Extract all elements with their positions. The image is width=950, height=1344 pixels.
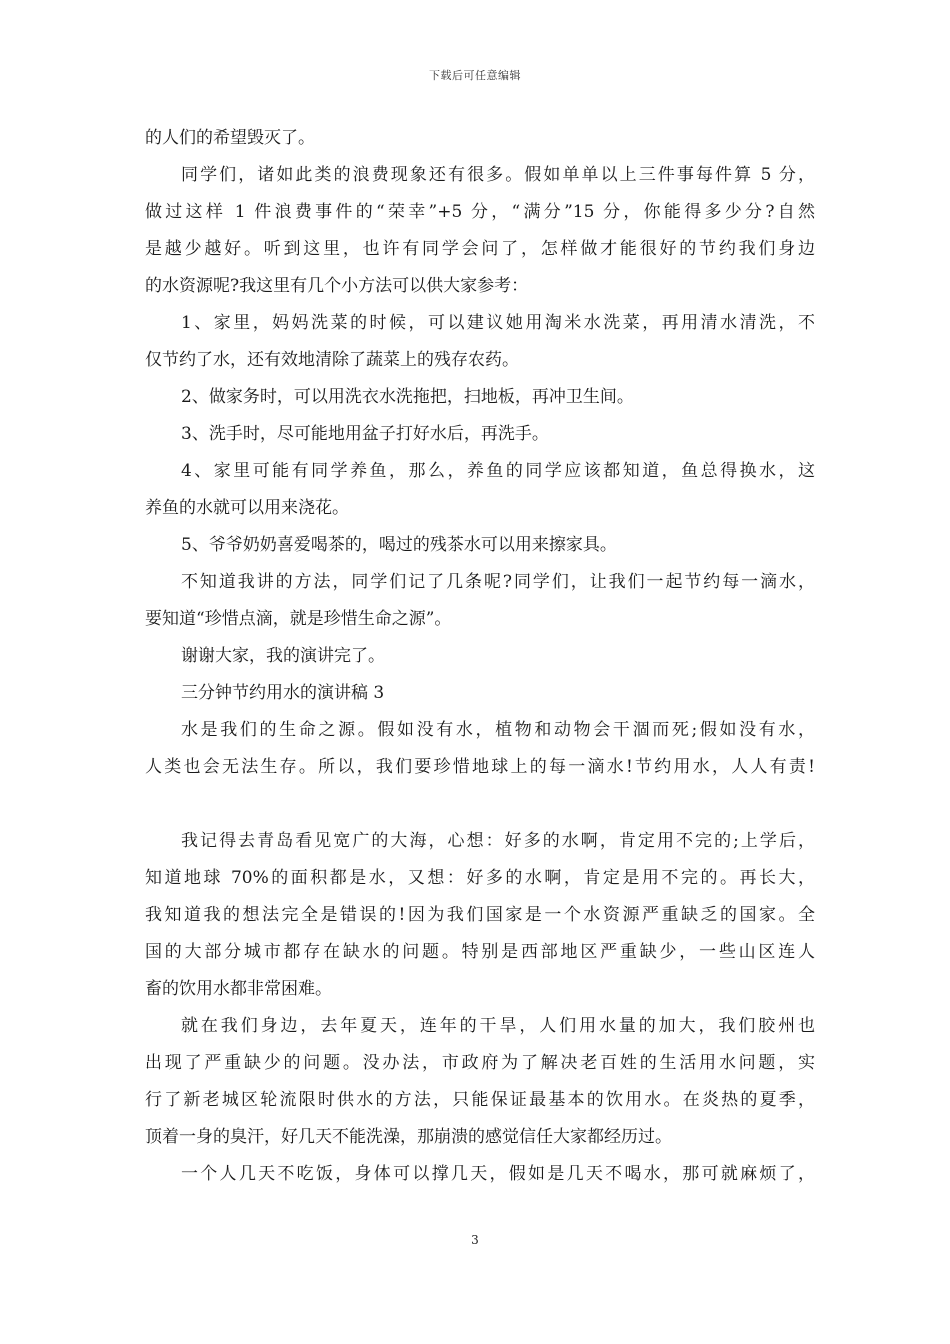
text-line: 谢谢大家，我的演讲完了。 <box>181 646 385 666</box>
text-line: 国的大部分城市都存在缺水的问题。特别是西部地区严重缺少，一些山区连人 <box>145 942 815 962</box>
page-number: 3 <box>471 1233 479 1247</box>
text-line: 一个人几天不吃饭，身体可以撑几天，假如是几天不喝水，那可就麻烦了， <box>181 1164 815 1184</box>
text-line: 要知道“珍惜点滴，就是珍惜生命之源”。 <box>145 609 452 629</box>
text-line: 4、家里可能有同学养鱼，那么，养鱼的同学应该都知道，鱼总得换水，这 <box>181 461 815 481</box>
text-line: 是越少越好。听到这里，也许有同学会问了，怎样做才能很好的节约我们身边 <box>145 239 815 259</box>
text-line: 我记得去青岛看见宽广的大海，心想：好多的水啊，肯定用不完的;上学后， <box>181 831 815 851</box>
text-line: 顶着一身的臭汗，好几天不能洗澡，那崩溃的感觉信任大家都经历过。 <box>145 1127 672 1147</box>
text-line: 人类也会无法生存。所以，我们要珍惜地球上的每一滴水!节约用水，人人有责! <box>145 757 815 777</box>
text-line: 3、洗手时，尽可能地用盆子打好水后，再洗手。 <box>181 424 549 444</box>
text-line: 我知道我的想法完全是错误的!因为我们国家是一个水资源严重缺乏的国家。全 <box>145 905 815 925</box>
text-line: 的水资源呢?我这里有几个小方法可以供大家参考： <box>145 276 529 296</box>
text-line: 不知道我讲的方法，同学们记了几条呢?同学们，让我们一起节约每一滴水， <box>181 572 815 592</box>
text-line: 就在我们身边，去年夏天，连年的干旱，人们用水量的加大，我们胶州也 <box>181 1016 815 1036</box>
text-line: 知道地球 70%的面积都是水，又想：好多的水啊，肯定是用不完的。再长大， <box>145 868 815 888</box>
text-line: 养鱼的水就可以用来浇花。 <box>145 498 349 518</box>
text-line: 行了新老城区轮流限时供水的方法，只能保证最基本的饮用水。在炎热的夏季， <box>145 1090 815 1110</box>
text-line: 1、家里，妈妈洗菜的时候，可以建议她用淘米水洗菜，再用清水清洗，不 <box>181 313 815 333</box>
text-line: 2、做家务时，可以用洗衣水洗拖把，扫地板，再冲卫生间。 <box>181 387 634 407</box>
text-line: 同学们，诸如此类的浪费现象还有很多。假如单单以上三件事每件算 5 分， <box>181 165 815 185</box>
text-line: 畜的饮用水都非常困难。 <box>145 979 332 999</box>
text-line: 水是我们的生命之源。假如没有水，植物和动物会干涸而死;假如没有水， <box>181 720 815 740</box>
text-line: 做过这样 1 件浪费事件的“荣幸”+5 分，“满分”15 分，你能得多少分?自然 <box>145 202 815 222</box>
page-header: 下载后可任意编辑 <box>429 69 521 82</box>
text-line: 仅节约了水，还有效地清除了蔬菜上的残存农药。 <box>145 350 519 370</box>
text-line: 的人们的希望毁灭了。 <box>145 128 315 148</box>
text-line: 出现了严重缺少的问题。没办法，市政府为了解决老百姓的生活用水问题，实 <box>145 1053 815 1073</box>
text-line: 5、爷爷奶奶喜爱喝茶的，喝过的残茶水可以用来擦家具。 <box>181 535 617 555</box>
text-line: 三分钟节约用水的演讲稿 3 <box>181 683 385 703</box>
document-body <box>145 120 815 1193</box>
paragraph-gap <box>145 786 815 823</box>
